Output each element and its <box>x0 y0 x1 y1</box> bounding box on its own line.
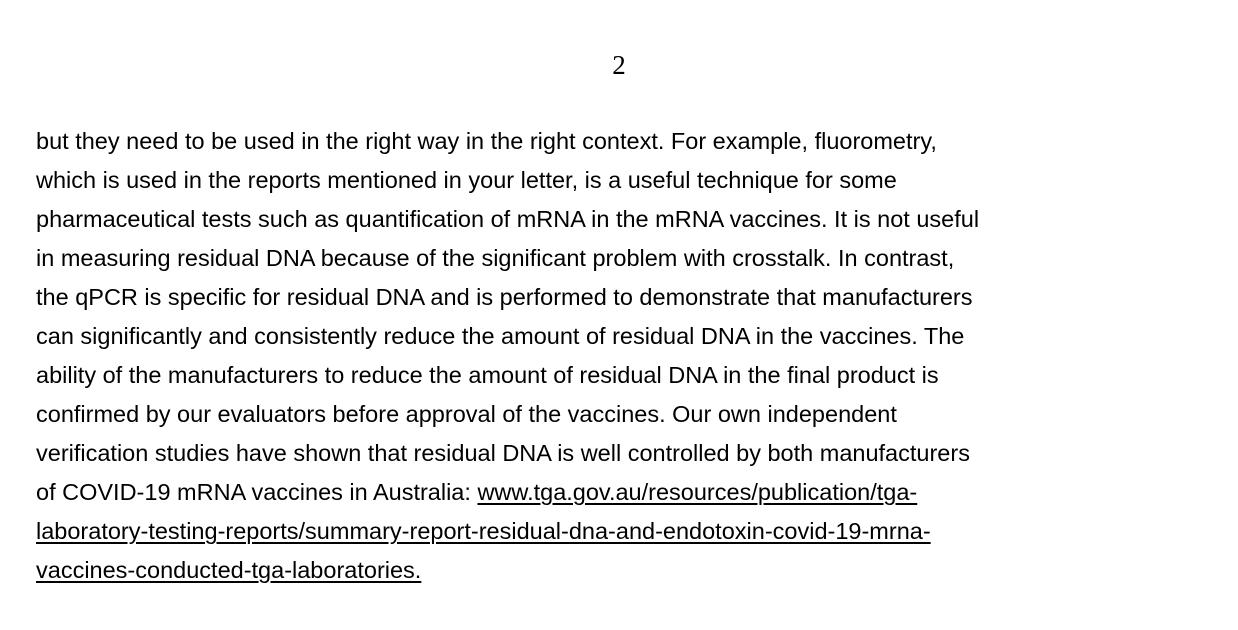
paragraph-line: can significantly and consistently reduce the amount of residual DNA in the vaccines. The <box>36 323 965 349</box>
body-paragraph <box>36 122 1226 590</box>
paragraph-line: ability of the manufacturers to reduce the amount of residual DNA in the final product is <box>36 362 939 388</box>
paragraph-line-with-link <box>36 551 1226 590</box>
page-number: 2 <box>612 50 626 80</box>
tga-report-link-part-2[interactable]: laboratory-testing-reports/summary-report-residual-dna-and-endotoxin-covid-19-mrna- <box>36 518 931 544</box>
paragraph-line: verification studies have shown that residual DNA is well controlled by both manufacturers <box>36 440 970 466</box>
paragraph-line: which is used in the reports mentioned in your letter, is a useful technique for some <box>36 167 897 193</box>
tga-report-link-part-3[interactable]: vaccines-conducted-tga-laboratories. <box>36 557 422 583</box>
paragraph-line: confirmed by our evaluators before approval of the vaccines. Our own independent <box>36 401 897 427</box>
paragraph-line: in measuring residual DNA because of the significant problem with crosstalk. In contrast, <box>36 245 955 271</box>
paragraph-line: pharmaceutical tests such as quantification of mRNA in the mRNA vaccines. It is not useful <box>36 206 980 232</box>
paragraph-line-with-link <box>36 473 1226 512</box>
paragraph-line: but they need to be used in the right way in the right context. For example, fluorometry, <box>36 128 937 154</box>
paragraph-line-text: of COVID-19 mRNA vaccines in Australia: <box>36 479 478 505</box>
paragraph-line: the qPCR is specific for residual DNA and is performed to demonstrate that manufacturers <box>36 284 973 310</box>
paragraph-line-with-link <box>36 512 1226 551</box>
tga-report-link-part-1[interactable]: www.tga.gov.au/resources/publication/tga- <box>477 479 918 505</box>
